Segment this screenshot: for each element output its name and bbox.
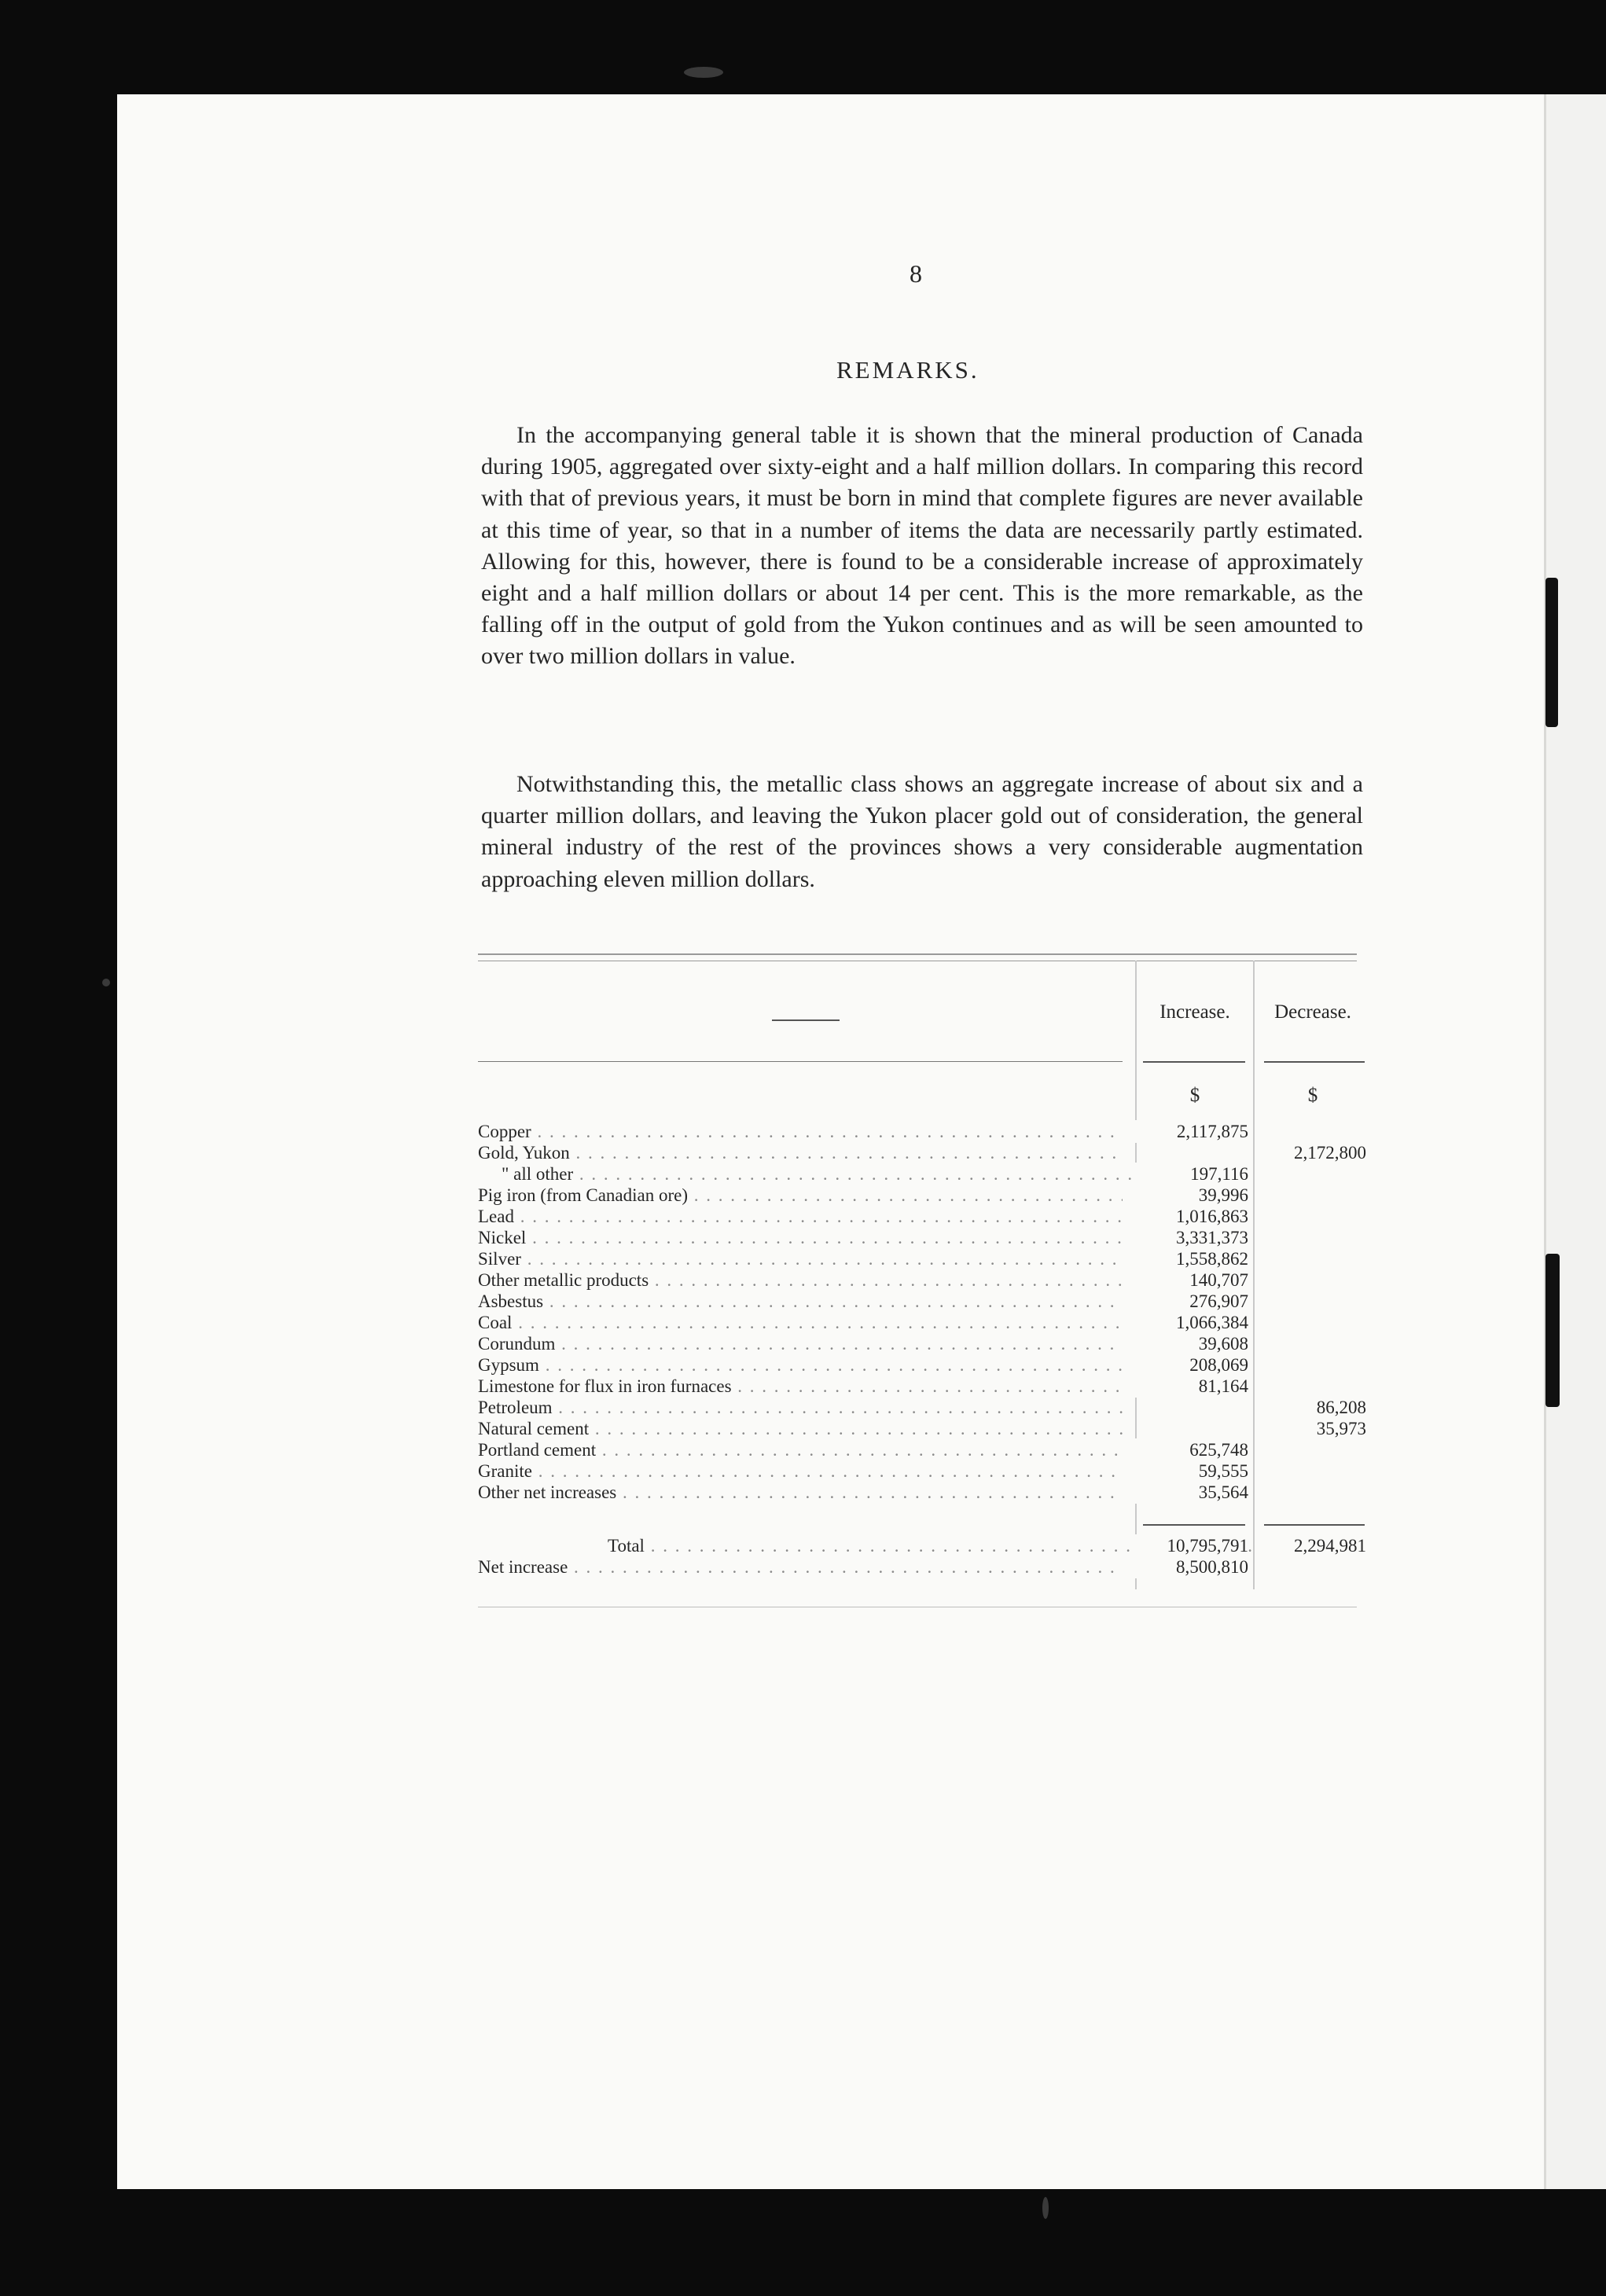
scan-speck xyxy=(102,979,110,986)
paragraph-1: In the accompanying general table it is shown that the mineral production of Canada during 1905, aggregated over sixty-eight and a half million dollars. In comparing this record with that of previous years, it must be born in mind that complete figures are never available at this time of year, so that in a number of items the data are necessarily partly estimated. Allowing for this, however, there is found to be a considerable increase of approximately eight and a half million dollars or about 14 per cent. This is the more remarkable, as the falling off in the output of gold from the Yukon continues and as will be seen amounted to over two million dollars in value. xyxy=(481,422,1363,670)
decrease-value: 2,172,800 xyxy=(1267,1141,1366,1164)
header-underline xyxy=(1264,1061,1365,1063)
increase-value: 3,331,373 xyxy=(1134,1226,1248,1249)
increase-value: 39,608 xyxy=(1134,1332,1248,1355)
row-label: Natural cement . . . xyxy=(478,1417,1123,1440)
adjacent-page-edge xyxy=(1544,94,1606,2189)
scan-speck xyxy=(1042,2197,1049,2219)
decrease-value: 86,208 xyxy=(1267,1396,1366,1419)
increase-value: 81,164 xyxy=(1134,1375,1248,1398)
table-row xyxy=(478,1163,1368,1185)
table-row xyxy=(478,1205,1368,1228)
table-row xyxy=(478,1226,1368,1249)
increase-value: 625,748 xyxy=(1134,1438,1248,1461)
row-label: Limestone for flux in iron furnaces . . . xyxy=(478,1375,1123,1398)
increase-value: 197,116 xyxy=(1134,1163,1248,1185)
row-label: Asbestus . . . xyxy=(478,1290,1123,1313)
row-label: Silver . . . xyxy=(478,1247,1123,1270)
decrease-value: 35,973 xyxy=(1267,1417,1366,1440)
row-label: Gold, Yukon . . . xyxy=(478,1141,1123,1164)
binding-mark xyxy=(1545,1254,1560,1407)
table-row xyxy=(478,1396,1368,1419)
row-label: Petroleum . . . xyxy=(478,1396,1123,1419)
header-underline xyxy=(478,1061,1123,1062)
row-label: Granite . . . xyxy=(478,1460,1123,1482)
table-row xyxy=(478,1290,1368,1313)
increase-value: 140,707 xyxy=(1134,1269,1248,1291)
total-label: Total . . . xyxy=(478,1534,1252,1557)
table-row xyxy=(478,1460,1368,1482)
page-number: 8 xyxy=(910,259,922,288)
table-row xyxy=(478,1438,1368,1461)
row-label: Copper . . . xyxy=(478,1120,1123,1143)
increase-value: 208,069 xyxy=(1134,1354,1248,1376)
row-label: Other net increases . . . xyxy=(478,1481,1123,1504)
net-increase-value: 8,500,810 xyxy=(1134,1556,1248,1578)
column-header-increase: Increase. xyxy=(1159,1001,1230,1023)
table-row xyxy=(478,1354,1368,1376)
net-increase-label: Net increase . . . xyxy=(478,1556,1123,1578)
increase-value: 35,564 xyxy=(1134,1481,1248,1504)
row-label: Pig iron (from Canadian ore) . . . xyxy=(478,1184,1123,1207)
table-row xyxy=(478,1184,1368,1207)
scan-speck xyxy=(684,67,723,78)
row-label: Lead . . . xyxy=(478,1205,1123,1228)
unit-decrease: $ xyxy=(1307,1085,1318,1106)
row-label: Nickel . . . xyxy=(478,1226,1123,1249)
header-underline xyxy=(1143,1061,1245,1063)
increase-value: 59,555 xyxy=(1134,1460,1248,1482)
table-row xyxy=(478,1269,1368,1291)
mineral-change-table xyxy=(478,961,1368,1605)
table-row xyxy=(478,1311,1368,1334)
increase-value: 1,066,384 xyxy=(1134,1311,1248,1334)
increase-value: 2,117,875 xyxy=(1134,1120,1248,1143)
table-row xyxy=(478,1120,1368,1143)
table-row xyxy=(478,1247,1368,1270)
table-row xyxy=(478,1481,1368,1504)
table-row xyxy=(478,1141,1368,1164)
increase-value: 1,016,863 xyxy=(1134,1205,1248,1228)
row-label: Corundum . . . xyxy=(478,1332,1123,1355)
table-row xyxy=(478,1375,1368,1398)
section-heading: REMARKS. xyxy=(836,356,979,384)
row-label: Portland cement . . . xyxy=(478,1438,1123,1461)
total-increase: 10,795,791 xyxy=(1134,1534,1248,1557)
row-label: Gypsum . . . xyxy=(478,1354,1123,1376)
increase-value: 1,558,862 xyxy=(1134,1247,1248,1270)
binding-mark xyxy=(1545,578,1558,727)
total-rule xyxy=(1143,1524,1245,1526)
row-label: Other metallic products . . . xyxy=(478,1269,1123,1291)
paragraph-2: Notwithstanding this, the metallic class shows an aggregate increase of about six and a quarter million dollars, and leaving the Yukon placer gold out of consideration, the general mineral industry of the rest of the provinces shows a very considerable augmentation approaching eleven million dollars. xyxy=(481,771,1363,892)
header-dash xyxy=(772,1019,840,1021)
column-header-decrease: Decrease. xyxy=(1274,1001,1351,1023)
total-decrease: 2,294,981 xyxy=(1267,1534,1366,1557)
total-rule xyxy=(1264,1524,1365,1526)
net-increase-row xyxy=(478,1556,1368,1578)
table-row xyxy=(478,1332,1368,1355)
table-row xyxy=(478,1417,1368,1440)
increase-value: 276,907 xyxy=(1134,1290,1248,1313)
table-top-rule xyxy=(478,953,1357,955)
row-label: " all other . . . xyxy=(478,1163,1146,1185)
row-label: Coal . . . xyxy=(478,1311,1123,1334)
unit-increase: $ xyxy=(1189,1085,1200,1106)
total-row xyxy=(478,1534,1368,1557)
increase-value: 39,996 xyxy=(1134,1184,1248,1207)
